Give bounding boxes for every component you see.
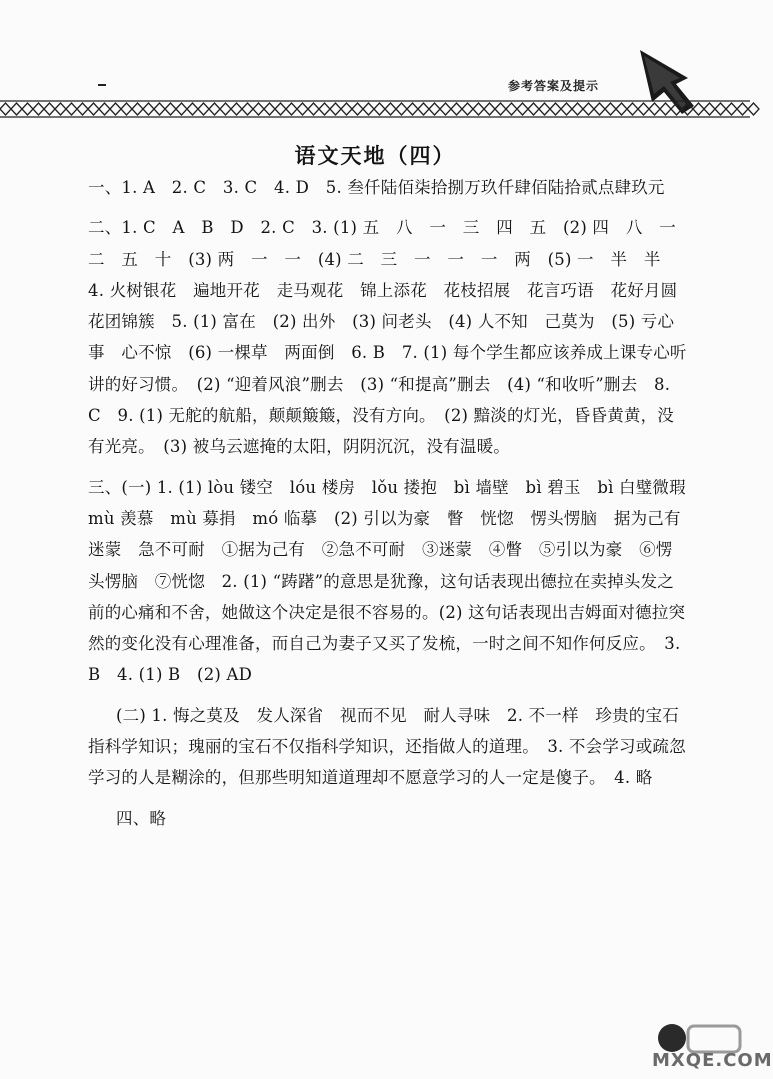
answer-section-4: 四、略: [116, 808, 167, 828]
answer-section-3-part-2: (二) 1. 悔之莫及 发人深省 视而不见 耐人寻味 2. 不一样 珍贵的宝石指科学知识；瑰丽的宝石不仅指科学知识，还指做人的道理。 3. 不会学习或疏忽学习的人是糊涂的，但那些明知道道理却不愿意学习的人一定是傻子。 4. 略: [88, 705, 686, 788]
watermark-text: MXQE.COM: [652, 1050, 773, 1071]
answer-section-3-part-1: 三、(一) 1. (1) lòu 镂空 lóu 楼房 lǒu 搂抱 bì 墙壁 bì 碧玉 bì 白璧微瑕 mù 羡慕 mù 募捐 mó 临摹 (2) 引以为豪 瞥 恍惚 愣头愣脑 据为己有 迷蒙 急不可耐 ①据为己有 ②急不可耐 ③迷蒙 ④瞥 ⑤引以为豪 ⑥愣头愣脑 ⑦恍惚 2. (1) “踌躇”的意思是犹豫，这句话表现出德拉在卖掉头发之前的心痛和不舍，她做这个决定是很不容易的。(2) 这句话表现出吉姆面对德拉突然的变化没有心理准备，而自己为妻子又买了发梳，一时之间不知作何反应。 3. B 4. (1) B (2) AD: [88, 477, 703, 685]
decorative-diamond-border: [0, 98, 750, 120]
page-title: 语文天地（四）: [294, 144, 456, 168]
header-section-tag: 参考答案及提示: [508, 79, 600, 93]
answer-content: [88, 172, 703, 834]
answer-section-1: 一、1. A 2. C 3. C 4. D 5. 叁仟陆佰柒拾捌万玖仟肆佰陆拾贰点肆玖元: [88, 178, 665, 197]
header-dash-mark: [98, 84, 106, 86]
answer-section-2: 二、1. C A B D 2. C 3. (1) 五 八 一 三 四 五 (2) 四 八 一 二 五 十 (3) 两 一 一 (4) 二 三 一 一 一 两 (5) 一 半 半 4. 火树银花 遍地开花 走马观花 锦上添花 花枝招展 花言巧语 花好月圆 花团锦簇 5. (1) 富在 (2) 出外 (3) 问老头 (4) 人不知 己莫为 (5) 亏心事 心不惊 (6) 一棵草 两面倒 6. B 7. (1) 每个学生都应该养成上课专心听讲的好习惯。 (2) “迎着风浪”删去 (3) “和提高”删去 (4) “和收听”删去 8. C 9. (1) 无舵的航船，颠颠簸簸，没有方向。 (2) 黯淡的灯光，昏昏黄黄，没有光亮。 (3) 被乌云遮掩的太阳，阴阴沉沉，没有温暖。: [88, 218, 695, 457]
